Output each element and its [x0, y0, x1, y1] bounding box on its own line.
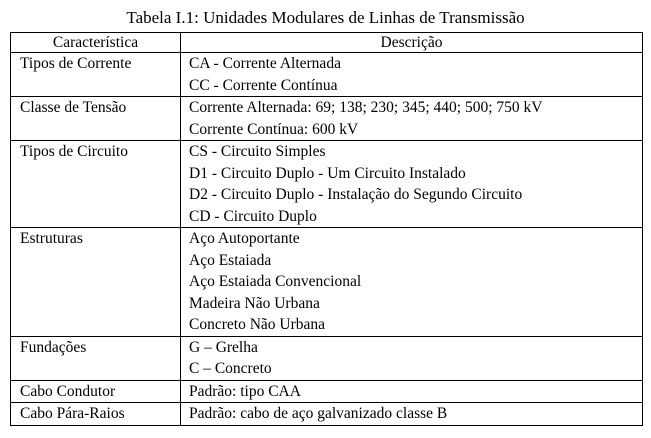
row-characteristic: Cabo Pára-Raios	[11, 403, 181, 426]
table-caption: Tabela I.1: Unidades Modulares de Linhas de Transmissão	[126, 8, 525, 27]
row-description	[181, 228, 643, 337]
table-row	[11, 228, 643, 337]
row-description	[181, 380, 643, 403]
description-line: Aço Autoportante	[189, 230, 300, 247]
header-description: Descrição	[181, 33, 643, 53]
description-line: D2 - Circuito Duplo - Instalação do Segundo Circuito	[189, 186, 523, 203]
header-characteristic: Característica	[11, 33, 181, 53]
row-characteristic: Cabo Condutor	[11, 380, 181, 403]
description-line: Aço Estaiada	[189, 251, 272, 269]
table-row	[11, 141, 643, 228]
description-line: Padrão: tipo CAA	[189, 382, 301, 400]
table-row	[11, 380, 643, 403]
description-line: CC - Corrente Contínua	[189, 76, 338, 94]
description-line: CS - Circuito Simples	[189, 143, 326, 160]
description-line: Concreto Não Urbana	[189, 316, 326, 333]
row-description	[181, 53, 643, 97]
description-line: Madeira Não Urbana	[189, 294, 320, 312]
transmission-lines-table	[10, 32, 643, 426]
row-description	[181, 141, 643, 228]
table-row	[11, 97, 643, 141]
description-line: Corrente Contínua: 600 kV	[189, 120, 359, 138]
description-line: D1 - Circuito Duplo - Um Circuito Instalado	[189, 164, 466, 182]
row-characteristic: Classe de Tensão	[11, 97, 181, 141]
description-line: Aço Estaiada Convencional	[189, 273, 362, 290]
table-header-row	[11, 33, 643, 53]
description-line: CD - Circuito Duplo	[189, 207, 317, 225]
row-characteristic: Tipos de Circuito	[11, 141, 181, 228]
row-characteristic: Tipos de Corrente	[11, 53, 181, 97]
description-line: C – Concreto	[189, 360, 272, 377]
row-description	[181, 403, 643, 426]
row-characteristic: Fundações	[11, 336, 181, 380]
table-row	[11, 403, 643, 426]
table-row	[11, 53, 643, 97]
description-line: CA - Corrente Alternada	[189, 55, 341, 72]
table-row	[11, 336, 643, 380]
description-line: Corrente Alternada: 69; 138; 230; 345; 440; 500; 750 kV	[189, 99, 543, 116]
description-line: Padrão: cabo de aço galvanizado classe B	[189, 405, 448, 422]
row-description	[181, 97, 643, 141]
description-line: G – Grelha	[189, 338, 258, 356]
row-description	[181, 336, 643, 380]
row-characteristic: Estruturas	[11, 228, 181, 337]
